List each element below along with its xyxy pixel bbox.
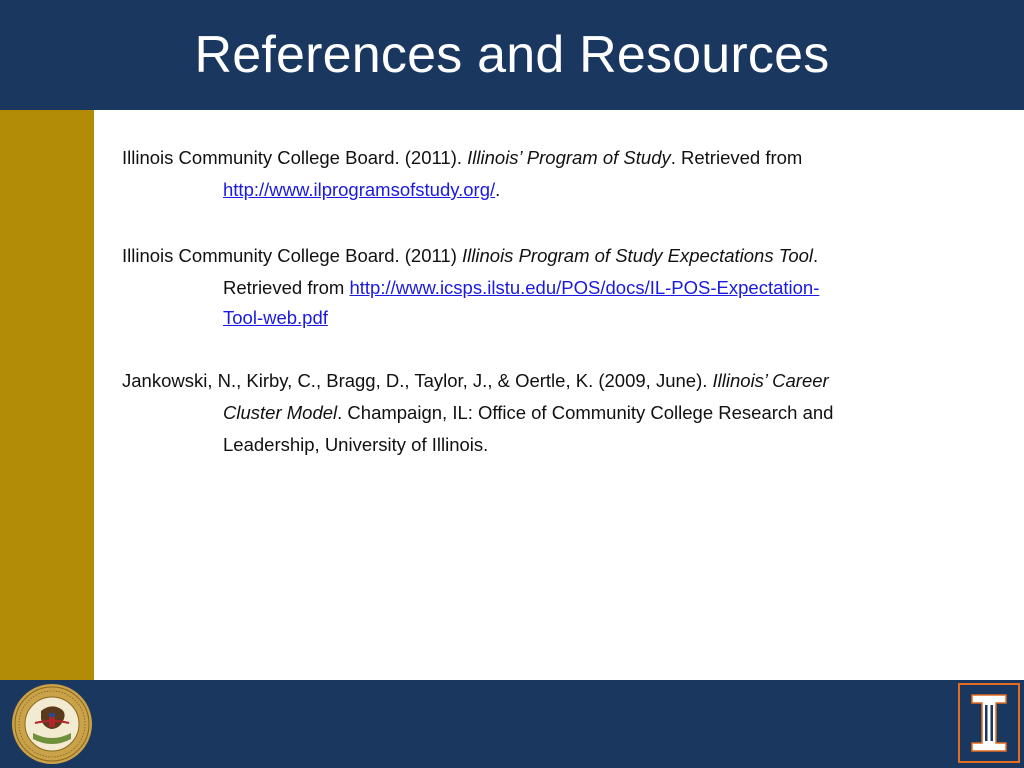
reference-line [122,240,922,272]
reference-line [122,272,922,304]
content-area [94,110,1024,680]
reference-link[interactable]: http://www.ilprogramsofstudy.org/ [223,179,496,200]
reference-text: Jankowski, N., Kirby, C., Bragg, D., Taylor, J., & Oertle, K. (2009, June). [122,370,713,391]
reference-text: . Retrieved from [670,147,803,168]
reference-italic-title: Illinois’ Career [712,370,829,391]
reference-line [122,397,922,429]
reference-item [122,240,922,331]
reference-text: . [813,245,819,266]
reference-list [122,142,922,495]
reference-item [122,142,922,206]
reference-item [122,365,922,461]
reference-link-continued[interactable]: Tool-web.pdf [223,307,328,328]
footer-bar [0,680,1024,768]
reference-line [122,142,922,174]
reference-italic-title: Cluster Model [223,402,338,423]
reference-line [122,174,922,206]
reference-line [122,365,922,397]
university-of-illinois-block-i-icon [958,683,1020,763]
slide-title: References and Resources [194,26,830,84]
reference-text: Illinois Community College Board. (2011) [122,245,463,266]
reference-line [122,304,922,331]
reference-italic-title: Illinois Program of Study Expectations Tool [462,245,814,266]
reference-line [122,429,922,461]
reference-text: Retrieved from [223,277,350,298]
reference-text: Leadership, University of Illinois. [223,434,489,455]
reference-link[interactable]: http://www.icsps.ilstu.edu/POS/docs/IL-POS-Expectation- [349,277,820,298]
reference-text: Illinois Community College Board. (2011). [122,147,468,168]
reference-text: . Champaign, IL: Office of Community College Research and [337,402,834,423]
illinois-state-seal-icon [11,683,93,765]
gold-side-bar [0,110,94,680]
reference-text: . [495,179,501,200]
reference-italic-title: Illinois’ Program of Study [467,147,671,168]
